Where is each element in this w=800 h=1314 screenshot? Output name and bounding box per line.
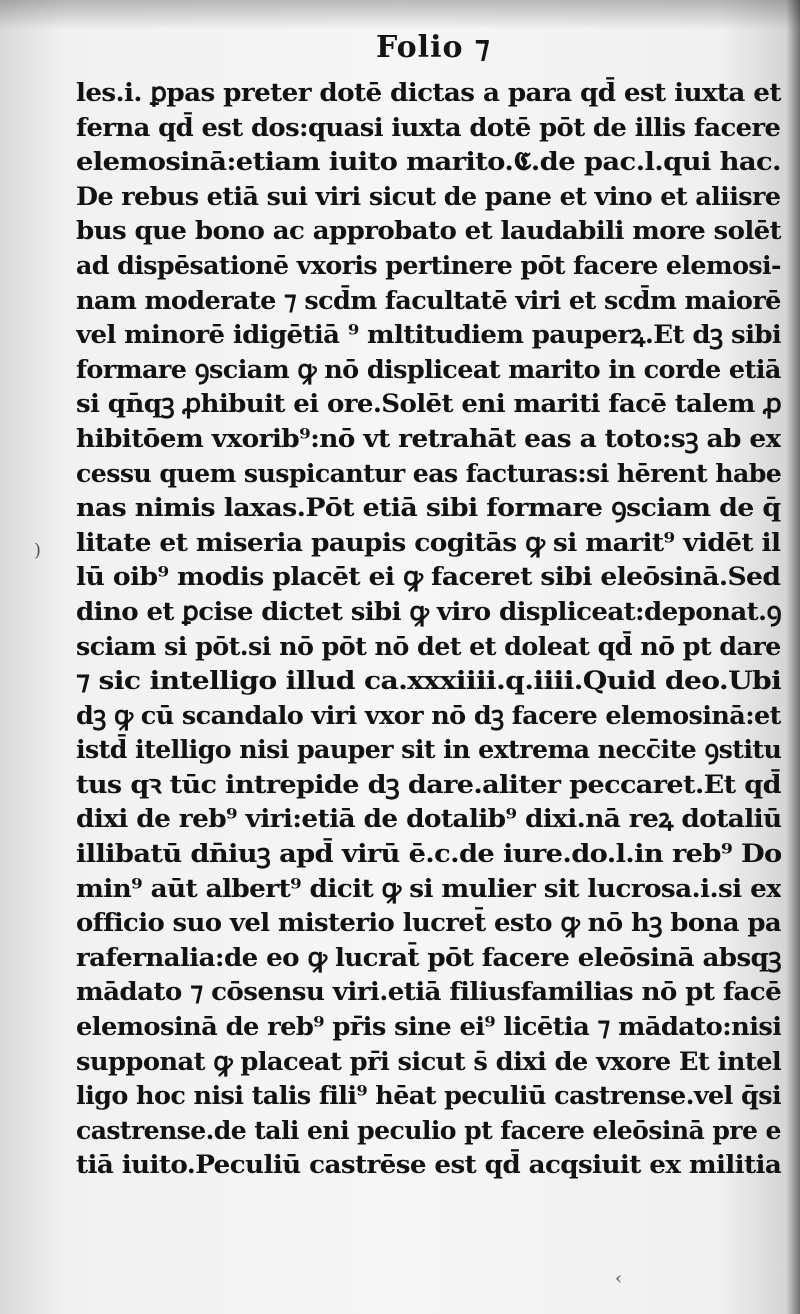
text-line: De rebus etiā sui viri sicut de pane et vino et aliisre	[76, 181, 781, 212]
text-line: les.i. ꝑpas preter dotē dictas a para qd̄ est iuxta et	[76, 78, 781, 108]
text-line: formare ꝯsciam ꝙ nō displiceat marito in corde etiā	[76, 354, 781, 385]
text-line: lū oib⁹ modis placēt ei ꝙ faceret sibi eleōsinā.Sed	[76, 562, 781, 593]
text-line: vel minorē idigētiā ⁹ mltitudiem pauperꝝ.Et dꝫ sibi	[76, 320, 781, 351]
margin-mark-bottom: ‹	[615, 1268, 623, 1289]
text-line: elemosinā de reb⁹ pr̄is sine ei⁹ licētia ⁊ mādato:nisi	[76, 1012, 781, 1043]
text-line: sciam si pōt.si nō pōt nō det et doleat qd̄ nō pt dare	[76, 631, 781, 662]
text-line: nam moderate ⁊ scd̄m facultatē viri et scd̄m maiorē	[76, 285, 781, 316]
text-line: ferna qd̄ est dos:quasi iuxta dotē pōt de illis facere	[76, 112, 781, 143]
text-line: officio suo vel misterio lucret̄ esto ꝙ nō hꝫ bona pa	[76, 908, 781, 939]
text-line: castrense.de tali eni peculio pt facere eleōsinā pre e	[76, 1115, 781, 1146]
folio-header: Folio ⁊	[376, 30, 491, 65]
page-edge-shadow	[786, 0, 800, 1314]
text-line: dꝫ ꝙ cū scandalo viri vxor nō dꝫ facere elemosinā:et	[76, 700, 781, 731]
text-line: istd̄ itelligo nisi pauper sit in extrema necc̄ite ꝯstitu	[76, 735, 782, 766]
text-line: min⁹ aūt albert⁹ dicit ꝙ si mulier sit lucrosa.i.si ex	[76, 873, 781, 904]
body-text	[76, 76, 786, 1183]
text-line: supponat ꝙ placeat pr̄i sicut s̄ dixi de vxore Et intel	[76, 1046, 781, 1077]
text-line: si qn̄qꝫ ꝓhibuit ei ore.Solēt eni mariti facē talem ꝓ	[76, 389, 782, 420]
text-line: bus que bono ac approbato et laudabili more solēt	[76, 216, 782, 247]
text-line: ⁊ sic intelligo illud ca.xxxiiii.q.iiii.Quid deo.Ubi	[76, 666, 782, 697]
text-line: litate et miseria paupis cogitās ꝙ si marit⁹ vidēt il	[76, 527, 781, 558]
text-line: nas nimis laxas.Pōt etiā sibi formare ꝯsciam de q̄	[76, 493, 781, 524]
text-line: illibatū dn̄iuꝫ apd̄ virū ē.c.de iure.do.l.in reb⁹ Do	[76, 839, 782, 870]
text-line: rafernalia:de eo ꝙ lucrat̄ pōt facere eleōsinā absqꝫ	[76, 942, 781, 973]
text-line: ad dispēsationē vxoris pertinere pōt facere elemosi-	[76, 250, 781, 281]
text-line: hibitōem vxorib⁹:nō vt retrahāt eas a toto:sꝫ ab ex	[76, 423, 781, 454]
text-line: tus qꝛ tūc intrepide dꝫ dare.aliter peccaret.Et qd̄	[76, 769, 781, 800]
top-shadow	[0, 0, 800, 30]
text-line: ligo hoc nisi talis fili⁹ hēat peculiū castrense.vel q̄si	[76, 1081, 782, 1112]
margin-mark: )	[34, 540, 42, 561]
text-line: elemosinā:etiam iuito marito.𝕮.de pac.l.qui hac.	[76, 147, 781, 178]
text-line: dixi de reb⁹ viri:etiā de dotalib⁹ dixi.nā reꝝ dotaliū	[76, 804, 782, 835]
text-line: mādato ⁊ cōsensu viri.etiā filiusfamilias nō pt facē	[76, 977, 781, 1008]
text-line: dino et ꝑcise dictet sibi ꝙ viro displiceat:deponat.ꝯ	[76, 596, 782, 627]
text-line: cessu quem suspicantur eas facturas:si hērent habe	[76, 458, 782, 489]
text-line: tiā iuito.Peculiū castrēse est qd̄ acqsiuit ex militia	[76, 1150, 782, 1181]
